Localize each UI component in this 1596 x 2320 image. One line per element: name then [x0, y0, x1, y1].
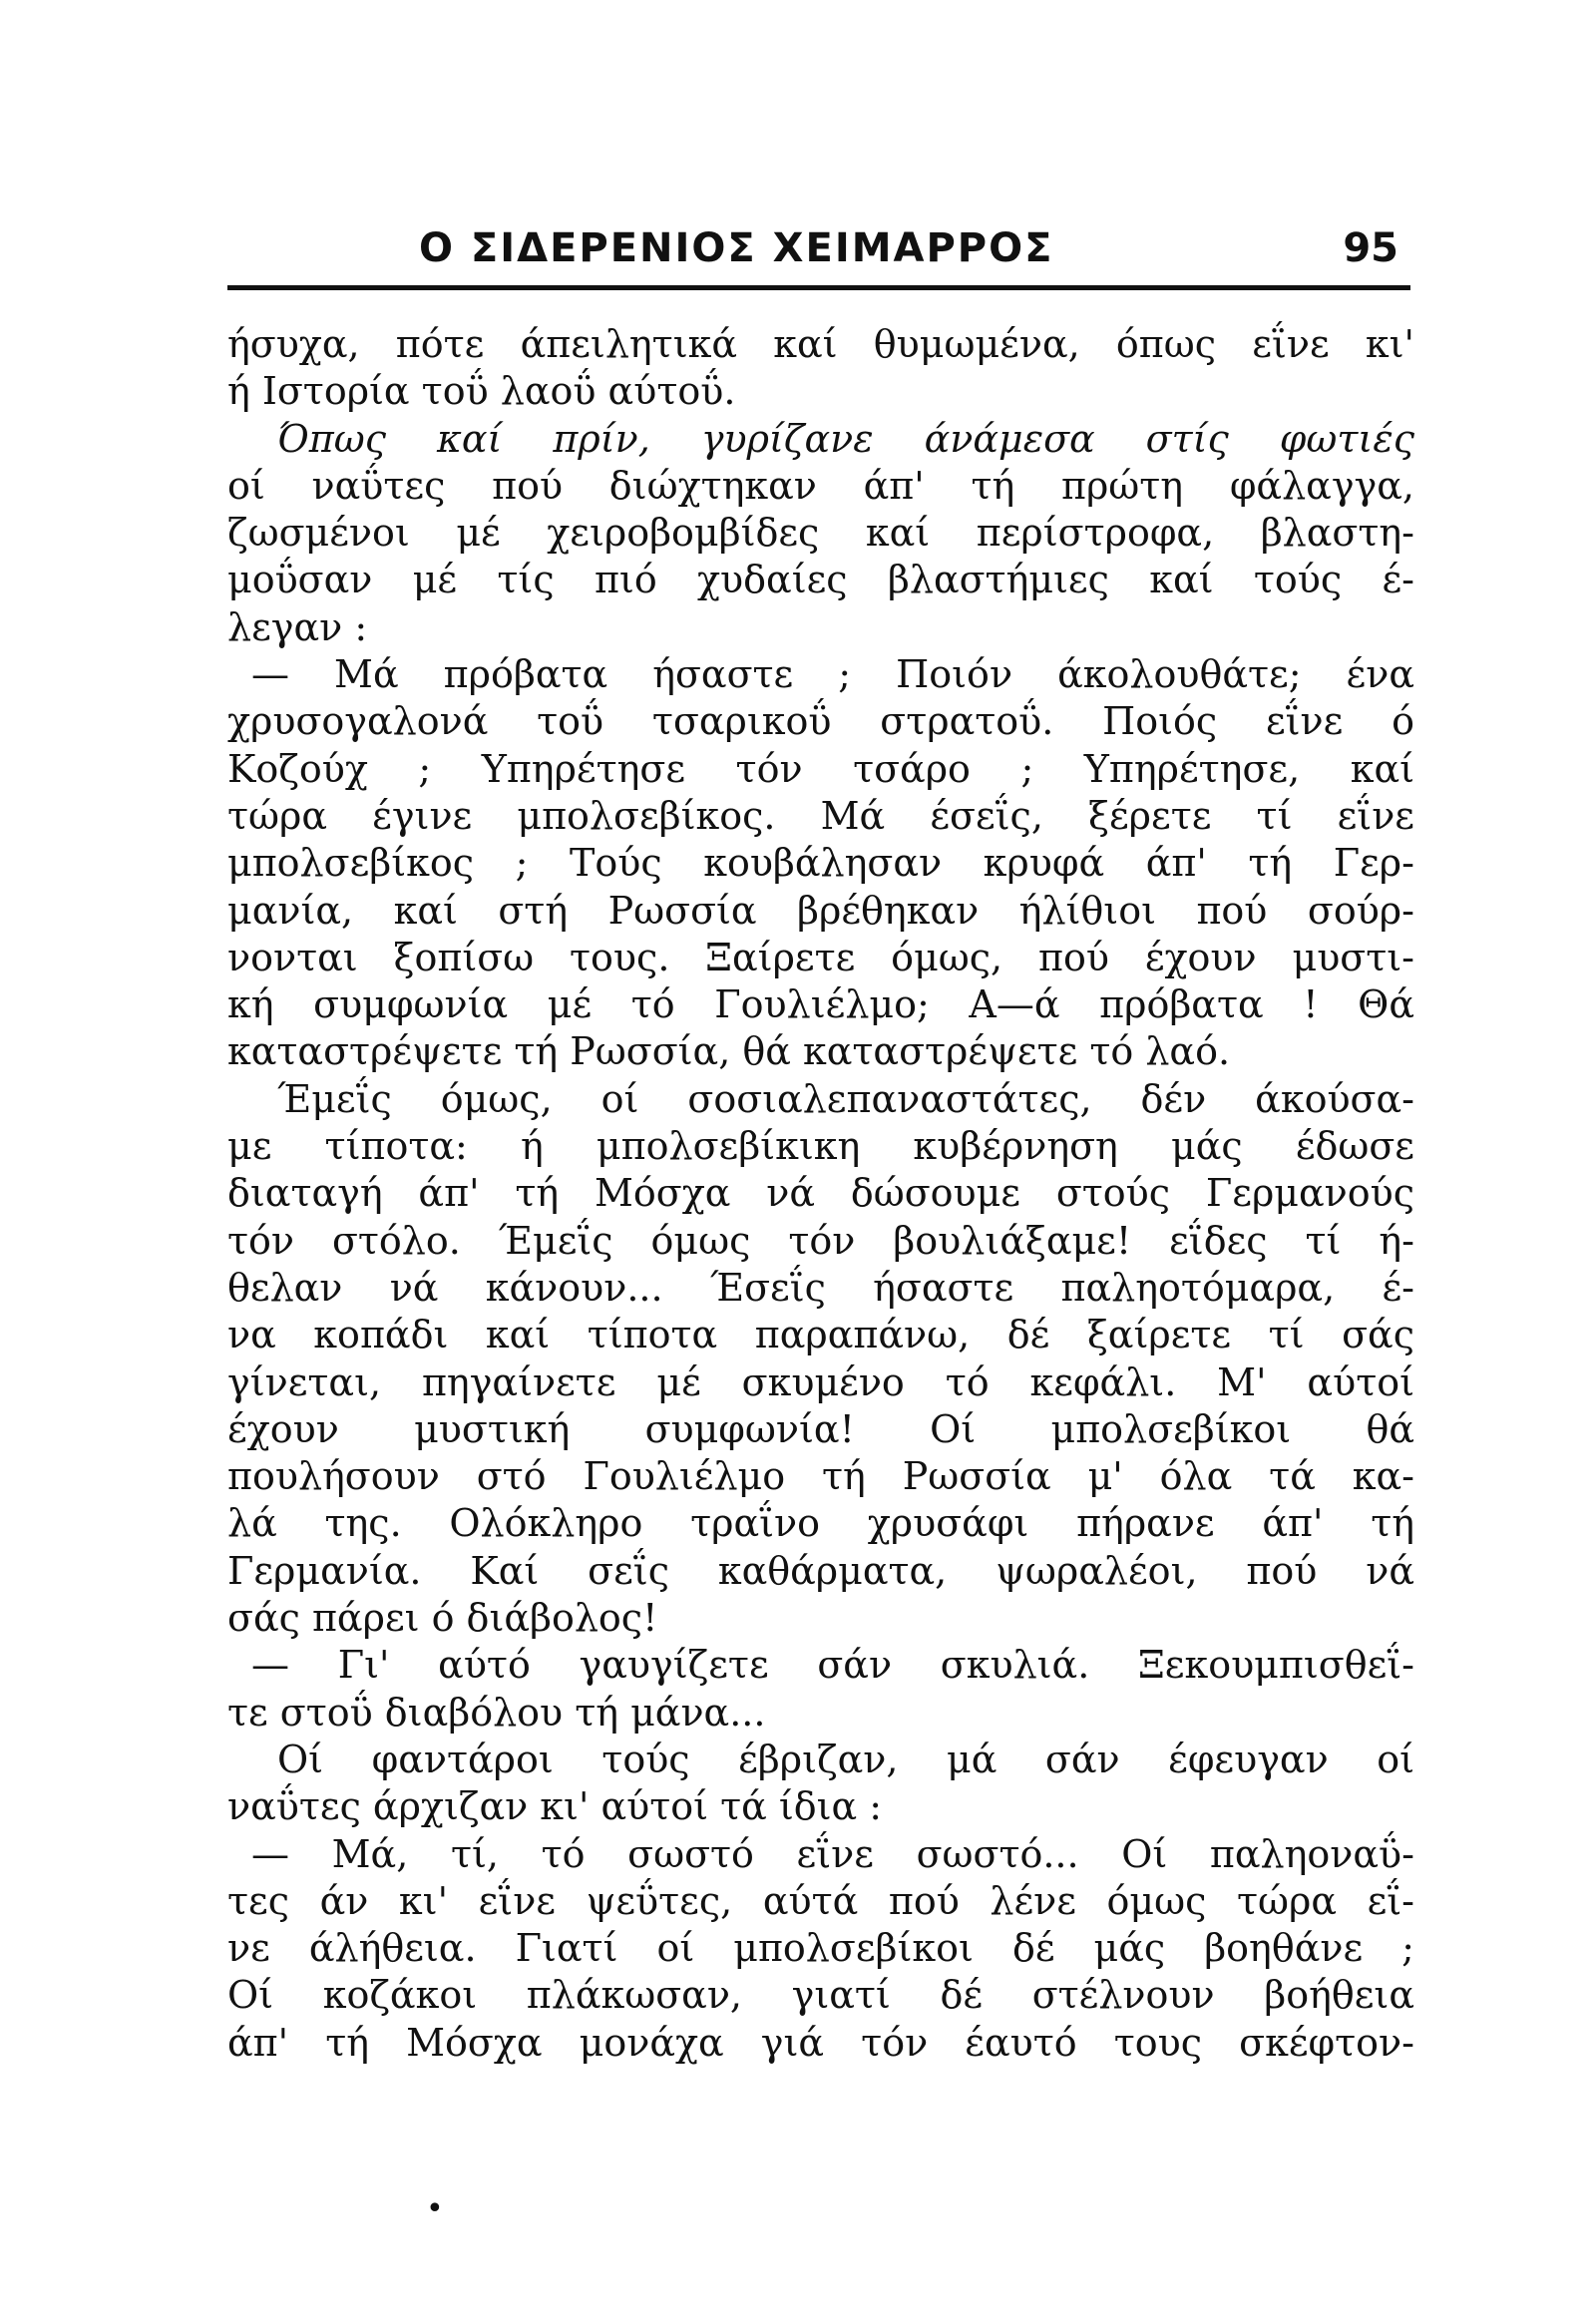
- text-line: Κοζούχ ; Υπηρέτησε τόν τσάρο ; Υπηρέτησε, καί: [227, 746, 1414, 791]
- text-line: ναΰτες άρχιζαν κι' αύτοί τά ίδια :: [227, 1784, 883, 1829]
- text-line: θελαν νά κάνουν... Έσεΐς ήσαστε παληοτόμαρα, έ-: [227, 1265, 1414, 1310]
- text-line: οί ναΰτες πού διώχτηκαν άπ' τή πρώτη φάλαγγα,: [227, 463, 1414, 508]
- text-line: — Γι' αύτό γαυγίζετε σάν σκυλιά. Ξεκουμπισθεΐ-: [251, 1643, 1414, 1688]
- text-line: διαταγή άπ' τή Μόσχα νά δώσουμε στούς Γερμανούς: [227, 1171, 1414, 1216]
- text-line: Όπως καί πρίν, γυρίζανε άνάμεσα στίς φωτιές: [277, 416, 1414, 461]
- footer-mark: •: [426, 2191, 444, 2226]
- text-line: μοΰσαν μέ τίς πιό χυδαίες βλαστήμιες καί τούς έ-: [227, 558, 1414, 602]
- text-line: ήσυχα, πότε άπειλητικά καί θυμωμένα, όπως εΐνε κι': [227, 322, 1414, 366]
- text-line: μανία, καί στή Ρωσσία βρέθηκαν ήλίθιοι πού σούρ-: [227, 888, 1414, 933]
- text-line: τώρα έγινε μπολσεβίκος. Μά έσεΐς, ξέρετε τί εΐνε: [227, 793, 1414, 838]
- text-line: νε άλήθεια. Γιατί οί μπολσεβίκοι δέ μάς βοηθάνε ;: [227, 1926, 1414, 1971]
- text-line: καταστρέψετε τή Ρωσσία, θά καταστρέψετε τό λαό.: [227, 1029, 1231, 1074]
- text-line: τες άν κι' εΐνε ψεΰτες, αύτά πού λένε όμως τώρα εΐ-: [227, 1878, 1414, 1923]
- text-line: ζωσμένοι μέ χειροβομβίδες καί περίστροφα, βλαστη-: [227, 511, 1414, 556]
- text-line: Οί κοζάκοι πλάκωσαν, γιατί δέ στέλνουν βοήθεια: [227, 1973, 1414, 2018]
- page-number: 95: [1343, 225, 1398, 271]
- text-line: χρυσογαλονά τοΰ τσαρικοΰ στρατοΰ. Ποιός εΐνε ό: [227, 699, 1414, 744]
- text-line: με τίποτα: ή μπολσεβίκικη κυβέρνηση μάς έδωσε: [227, 1124, 1414, 1169]
- text-line: λά της. Ολόκληρο τραΐνο χρυσάφι πήρανε άπ' τή: [227, 1501, 1414, 1546]
- text-line: μπολσεβίκος ; Τούς κουβάλησαν κρυφά άπ' τή Γερ-: [227, 841, 1414, 886]
- text-line: τε στοΰ διαβόλου τή μάνα...: [227, 1690, 766, 1735]
- body-text: [227, 321, 1414, 2067]
- text-line: Γερμανία. Καί σεΐς καθάρματα, ψωραλέοι, πού νά: [227, 1548, 1414, 1593]
- header-rule: [227, 285, 1410, 290]
- text-line: να κοπάδι καί τίποτα παραπάνω, δέ ξαίρετε τί σάς: [227, 1313, 1414, 1357]
- text-line: νονται ξοπίσω τους. Ξαίρετε όμως, πού έχουν μυστι-: [227, 935, 1414, 979]
- text-line: κή συμφωνία μέ τό Γουλιέλμο; Α—ά πρόβατα ! Θά: [227, 982, 1414, 1027]
- running-title: Ο ΣΙΔΕΡΕΝΙΟΣ ΧΕΙΜΑΡΡΟΣ: [419, 225, 1054, 271]
- text-line: γίνεται, πηγαίνετε μέ σκυμένο τό κεφάλι. Μ' αύτοί: [227, 1359, 1414, 1404]
- text-line: Οί φαντάροι τούς έβριζαν, μά σάν έφευγαν οί: [277, 1737, 1414, 1781]
- text-line: άπ' τή Μόσχα μονάχα γιά τόν έαυτό τους σκέφτον-: [227, 2020, 1414, 2065]
- text-line: πουλήσουν στό Γουλιέλμο τή Ρωσσία μ' όλα τά κα-: [227, 1454, 1414, 1499]
- text-line: έχουν μυστική συμφωνία! Οί μπολσεβίκοι θά: [227, 1406, 1414, 1451]
- text-line: ή Ιστορία τοΰ λαοΰ αύτοΰ.: [227, 369, 736, 414]
- text-line: λεγαν :: [227, 604, 368, 649]
- text-line: τόν στόλο. Έμεΐς όμως τόν βουλιάξαμε! εΐδες τί ή-: [227, 1218, 1414, 1263]
- text-line: — Μά, τί, τό σωστό εΐνε σωστό... Οί παληοναΰ-: [251, 1831, 1414, 1876]
- text-line: Έμεΐς όμως, οί σοσιαλεπαναστάτες, δέν άκούσα-: [277, 1076, 1414, 1121]
- text-line: σάς πάρει ό διάβολος!: [227, 1596, 658, 1641]
- running-head: [219, 217, 1416, 281]
- text-line: — Μά πρόβατα ήσαστε ; Ποιόν άκολουθάτε; ένα: [251, 652, 1414, 697]
